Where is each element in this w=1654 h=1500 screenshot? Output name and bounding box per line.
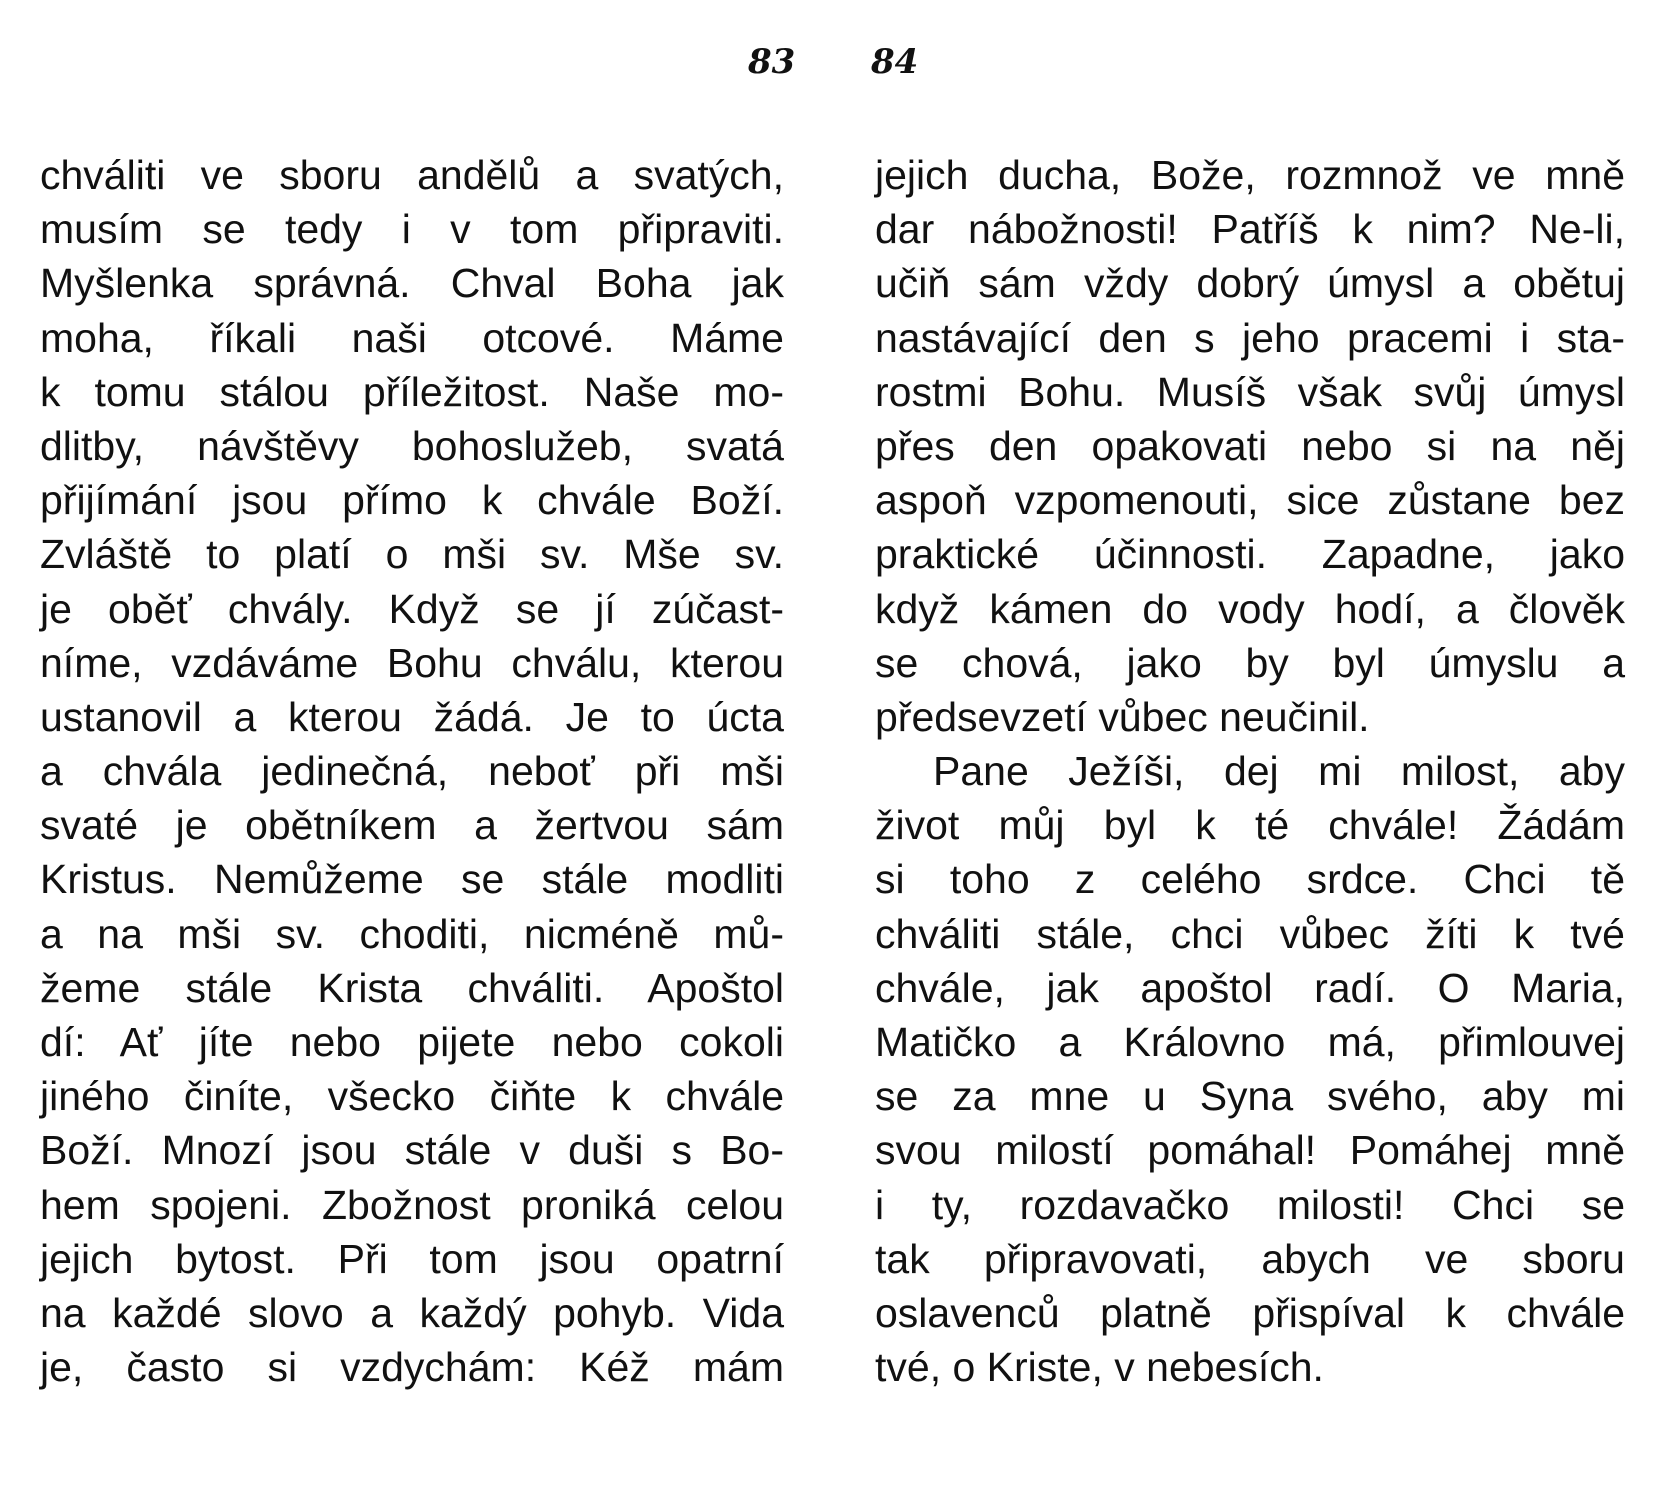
text-line: svou milostí pomáhal! Pomáhej mně (875, 1127, 1625, 1174)
text-line: Boží. Mnozí jsou stále v duši s Bo- (40, 1127, 784, 1174)
text-line: jejich ducha, Bože, rozmnož ve mně (875, 152, 1625, 198)
text-line: učiň sám vždy dobrý úmysl a obětuj (875, 260, 1625, 307)
text-line: na každé slovo a každý pohyb. Vida (40, 1289, 784, 1336)
text-line: k tomu stálou příležitost. Naše mo- (40, 368, 784, 415)
text-line: si toho z celého srdce. Chci tě (875, 856, 1625, 903)
text-line: Kristus. Nemůžeme se stále modliti (40, 856, 784, 903)
text-line: svaté je obětníkem a žertvou sám (40, 802, 784, 849)
text-line: dí: Ať jíte nebo pijete nebo cokoli (40, 1019, 784, 1065)
text-line: přes den opakovati nebo si na něj (875, 422, 1625, 469)
right-page-text-column (875, 148, 1625, 1394)
text-line: život můj byl k té chvále! Žádám (875, 802, 1625, 849)
text-line: musím se tedy i v tom připraviti. (40, 206, 784, 253)
page-number-right: 84 (871, 42, 919, 82)
left-page-text-column (40, 148, 784, 1394)
text-line: i ty, rozdavačko milosti! Chci se (875, 1181, 1625, 1228)
text-line: tak připravovati, abych ve sboru (875, 1235, 1625, 1282)
text-line: žeme stále Krista chváliti. Apoštol (40, 964, 784, 1011)
text-line: rostmi Bohu. Musíš však svůj úmysl (875, 368, 1625, 415)
text-line: aspoň vzpomenouti, sice zůstane bez (875, 477, 1625, 524)
text-line: Myšlenka správná. Chval Boha jak (40, 260, 784, 307)
text-line: oslavenců platně přispíval k chvále (875, 1289, 1625, 1336)
text-line: hem spojeni. Zbožnost proniká celou (40, 1181, 784, 1228)
text-line: nastávající den s jeho pracemi i sta- (875, 314, 1625, 361)
text-line: je oběť chvály. Když se jí zúčast- (40, 585, 784, 632)
text-line: chvále, jak apoštol radí. O Maria, (875, 964, 1625, 1011)
paragraph-end-line: tvé, o Kriste, v nebesích. (875, 1344, 1324, 1391)
text-line: chváliti ve sboru andělů a svatých, (40, 152, 784, 198)
text-line: jejich bytost. Při tom jsou opatrní (40, 1235, 784, 1282)
text-line: Zvláště to platí o mši sv. Mše sv. (40, 531, 784, 578)
text-line: dlitby, návštěvy bohoslužeb, svatá (40, 422, 784, 469)
text-line: a chvála jedinečná, neboť při mši (40, 748, 784, 795)
text-line: se chová, jako by byl úmyslu a (875, 639, 1625, 686)
text-line: přijímání jsou přímo k chvále Boží. (40, 477, 784, 524)
text-line: a na mši sv. choditi, nicméně mů- (40, 910, 784, 957)
page-number-left: 83 (748, 42, 796, 82)
paragraph-start-line: Pane Ježíši, dej mi milost, aby (933, 748, 1625, 795)
text-line: dar nábožnosti! Patříš k nim? Ne-li, (875, 206, 1625, 253)
text-line: moha, říkali naši otcové. Máme (40, 314, 784, 361)
text-line: ustanovil a kterou žádá. Je to úcta (40, 693, 784, 740)
text-line: praktické účinnosti. Zapadne, jako (875, 531, 1625, 578)
paragraph-end-line: předsevzetí vůbec neučinil. (875, 693, 1370, 740)
text-line: níme, vzdáváme Bohu chválu, kterou (40, 639, 784, 686)
text-line: když kámen do vody hodí, a člověk (875, 585, 1625, 632)
text-line: jiného činíte, všecko čiňte k chvále (40, 1073, 784, 1120)
text-line: je, často si vzdychám: Kéž mám (40, 1344, 784, 1391)
text-line: chváliti stále, chci vůbec žíti k tvé (875, 910, 1625, 957)
text-line: se za mne u Syna svého, aby mi (875, 1073, 1625, 1120)
text-line: Matičko a Královno má, přimlouvej (875, 1019, 1625, 1065)
